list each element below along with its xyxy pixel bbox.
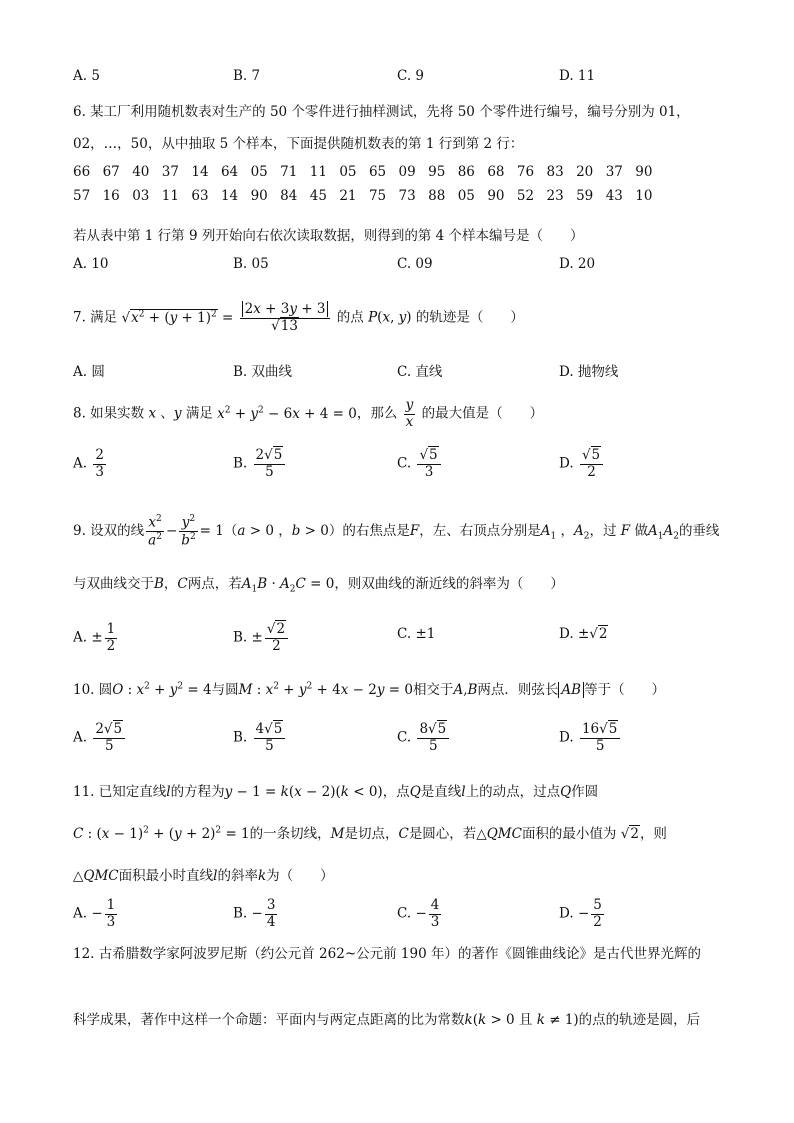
random-number: 68 xyxy=(487,164,505,180)
q9-line2b: 两点，若 xyxy=(187,576,242,592)
random-number: 64 xyxy=(220,164,239,180)
random-table-row1 xyxy=(73,164,665,180)
q10-mid: 与圆 xyxy=(211,682,239,698)
q6-option-b: B. 05 xyxy=(233,256,269,272)
q12-line2b: 的点的轨迹是圆，后 xyxy=(578,1012,701,1028)
q9-mid3: ，左、右顶点分别是 xyxy=(419,523,541,540)
q10-tail: 等于（ ） xyxy=(584,682,666,698)
q10-line: 10. 圆O : $x^2 + y^2 = 4$与圆M : $x^2 + y^2 + 4x - 2y = 0$相交于A,B两点．则弦长 AB 等于（ ） xyxy=(73,681,666,698)
random-number: 88 xyxy=(428,188,446,204)
q11-line2b: 是切点， xyxy=(344,826,399,842)
q9-mid: （ xyxy=(223,523,238,540)
random-number: 65 xyxy=(368,164,387,180)
q8-tail: 的最大值是（ ） xyxy=(421,405,544,422)
random-number: 67 xyxy=(102,164,120,180)
q5-option-a: A. 5 xyxy=(73,68,100,84)
q12-line1: 12. 古希腊数学家阿波罗尼斯（约公元首 262~公元前 190 年）的著作《圆锥曲线论》是古代世界光辉的 xyxy=(73,946,701,962)
q10-option-d: D. $\frac{16√5}{5}$ xyxy=(559,722,622,754)
q8-option-b: B. $\frac{2√5}{5}$ xyxy=(233,448,287,480)
random-number: 09 xyxy=(398,164,416,180)
q9-tail: 的垂线 xyxy=(678,523,720,540)
q9-option-b: B. ± $\frac{√2}{2}$ xyxy=(233,622,290,654)
q10-option-a: A. $\frac{2√5}{5}$ xyxy=(73,722,127,754)
random-number: 11 xyxy=(309,164,327,180)
random-number: 66 xyxy=(73,164,91,180)
q7-line: 7. 满足 $√x^2 + (y + 1)^2$ = $\frac{2x + 3y + 3}{√13}$ 的点 P(x, y) 的轨迹是（ ） xyxy=(73,301,524,334)
q6-option-a: A. 10 xyxy=(73,256,109,272)
q9-option-a: A. ± $\frac{1}{2}$ xyxy=(73,621,116,654)
q10-option-b: B. $\frac{4√5}{5}$ xyxy=(233,722,287,754)
q10-option-c: C. $\frac{8√5}{5}$ xyxy=(397,722,451,754)
random-number: 86 xyxy=(457,164,475,180)
q11-mid2: ，点 xyxy=(382,784,410,800)
q11-mid: 的方程为 xyxy=(170,784,225,800)
random-number: 76 xyxy=(516,164,535,180)
q11-prefix: 11. 已知定直线 xyxy=(73,784,167,800)
q11-line2a: 的一条切线， xyxy=(249,826,331,842)
random-table-row2 xyxy=(73,188,665,204)
random-number: 90 xyxy=(635,164,653,180)
q7-option-b: B. 双曲线 xyxy=(233,364,293,380)
random-number: 95 xyxy=(428,164,446,180)
random-number: 10 xyxy=(635,188,653,204)
q5-option-d: D. 11 xyxy=(559,68,596,84)
random-number: 05 xyxy=(250,164,268,180)
q7-option-d: D. 抛物线 xyxy=(559,364,619,380)
q12-line2: 科学成果，著作中这样一个命题：平面内与两定点距离的比为常数k(k > 0 且 k ≠ 1)的点的轨迹是圆，后 xyxy=(73,1012,701,1028)
q11-tail: 作圆 xyxy=(571,784,599,800)
q10-mid3: 两点．则弦长 xyxy=(477,682,559,698)
random-number: 14 xyxy=(191,164,209,180)
q7-option-a: A. 圆 xyxy=(73,364,105,380)
random-number: 90 xyxy=(250,188,268,204)
random-number: 11 xyxy=(161,188,179,204)
q11-mid4: 上的动点，过点 xyxy=(465,784,561,800)
q6-option-d: D. 20 xyxy=(559,256,596,272)
q11-line3c: 为（ ） xyxy=(266,868,334,884)
q10-prefix: 10. 圆 xyxy=(73,682,113,698)
random-number: 52 xyxy=(516,188,535,204)
random-number: 75 xyxy=(368,188,387,204)
q9-option-c: C. ±1 xyxy=(397,626,436,642)
q8-line: 8. 如果实数 x 、y 满足 $x^2 + y^2 - 6x + 4 = 0$，那么 $\frac{y}{x}$ 的最大值是（ ） xyxy=(73,397,544,430)
q11-line2d: 面积的最小值为 xyxy=(521,826,617,842)
q6-option-c: C. 09 xyxy=(397,256,433,272)
random-number: 03 xyxy=(132,188,150,204)
random-number: 63 xyxy=(191,188,209,204)
random-number: 05 xyxy=(457,188,475,204)
random-number: 14 xyxy=(220,188,239,204)
q6-line2: 02，…，50，从中抽取 5 个样本，下面提供随机数表的第 1 行到第 2 行： xyxy=(73,136,524,152)
q8-prefix: 8. 如果实数 xyxy=(73,405,145,422)
q11-line2e: ，则 xyxy=(639,826,667,842)
q9-line2c: ，则双曲线的渐近线的斜率为（ ） xyxy=(334,576,564,592)
q11-option-d: D. − $\frac{5}{2}$ xyxy=(559,897,602,930)
random-number: 20 xyxy=(576,164,594,180)
q9-mid2: ）的右焦点是 xyxy=(328,523,410,540)
random-number: 05 xyxy=(339,164,357,180)
q11-option-a: A. − $\frac{1}{3}$ xyxy=(73,897,116,930)
q9-mid4: ，过 xyxy=(589,523,617,540)
q9-mid5: 做 xyxy=(634,523,648,540)
random-number: 83 xyxy=(546,164,564,180)
q8-option-d: D. $\frac{√5}{2}$ xyxy=(559,448,605,480)
q8-mid: 满足 xyxy=(185,405,213,422)
q11-line1: 11. 已知定直线l的方程为y − 1 = k(x − 2)(k < 0)，点Q是直线l上的动点，过点Q作圆 xyxy=(73,784,599,800)
random-number: 59 xyxy=(576,188,594,204)
random-number: 21 xyxy=(339,188,357,204)
random-number: 40 xyxy=(132,164,150,180)
q11-line3: △QMC面积最小时直线l的斜率k为（ ） xyxy=(73,868,334,884)
q9-line2: 与双曲线交于B，C两点，若$A_1B \cdot A_2C = 0$，则双曲线的渐近线的斜率为（ ） xyxy=(73,576,564,595)
q8-option-c: C. $\frac{√5}{3}$ xyxy=(397,448,443,480)
random-number: 57 xyxy=(73,188,91,204)
q7-tail: 的轨迹是（ ） xyxy=(415,309,524,326)
random-number: 90 xyxy=(487,188,505,204)
q9-line2a: 与双曲线交于 xyxy=(73,576,154,592)
q11-line2c: 是圆心，若 xyxy=(408,826,477,842)
q6-line1: 6. 某工厂利用随机数表对生产的 50 个零件进行抽样测试，先将 50 个零件进行编号，编号分别为 01， xyxy=(73,104,690,120)
q5-option-b: B. 7 xyxy=(233,68,261,84)
q11-option-b: B. − $\frac{3}{4}$ xyxy=(233,897,276,930)
random-number: 84 xyxy=(280,188,298,204)
random-number: 16 xyxy=(102,188,120,204)
random-number: 45 xyxy=(309,188,327,204)
q8-mid2: ，那么 xyxy=(356,405,398,422)
q9-line1: 9. 设双的线 $\frac{x^2}{a^2}$ − $\frac{y^2}{b^2}$ = 1（a > 0 ，b > 0）的右焦点是F，左、右顶点分别是$A_1$ ，$A_2$，过 F 做$A_1A_2$的垂线 xyxy=(73,514,720,549)
q12-line2a: 科学成果，著作中这样一个命题：平面内与两定点距离的比为常数 xyxy=(73,1012,465,1028)
q8-option-a: A. $\frac{2}{3}$ xyxy=(73,447,104,480)
random-number: 43 xyxy=(605,188,623,204)
q7-suffix: 的点 xyxy=(336,309,364,326)
q11-line3b: 的斜率 xyxy=(217,868,258,884)
q9-prefix: 9. 设双的线 xyxy=(73,523,145,540)
q11-line2: C : $(x - 1)^2 + (y + 2)^2 = 1$的一条切线，M是切点，C是圆心，若△QMC面积的最小值为 √2，则 xyxy=(73,825,667,842)
random-number: 37 xyxy=(605,164,623,180)
q7-option-c: C. 直线 xyxy=(397,364,443,380)
random-number: 73 xyxy=(398,188,416,204)
q6-line3: 若从表中第 1 行第 9 列开始向右依次读取数据，则得到的第 4 个样本编号是（ ） xyxy=(73,228,584,244)
q9-option-d: D. ±√2 xyxy=(559,626,608,642)
q10-mid2: 相交于 xyxy=(412,682,454,698)
q11-option-c: C. − $\frac{4}{3}$ xyxy=(397,897,440,930)
random-number: 37 xyxy=(161,164,179,180)
q7-prefix: 7. 满足 xyxy=(73,309,118,326)
random-number: 71 xyxy=(280,164,298,180)
q5-option-c: C. 9 xyxy=(397,68,425,84)
random-number: 23 xyxy=(546,188,564,204)
q7-equation: $√x^2 + (y + 1)^2$ = $\frac{2x + 3y + 3}{√13}$ xyxy=(121,310,336,326)
q11-line3a: 面积最小时直线 xyxy=(118,868,214,884)
q11-mid3: 是直线 xyxy=(420,784,462,800)
